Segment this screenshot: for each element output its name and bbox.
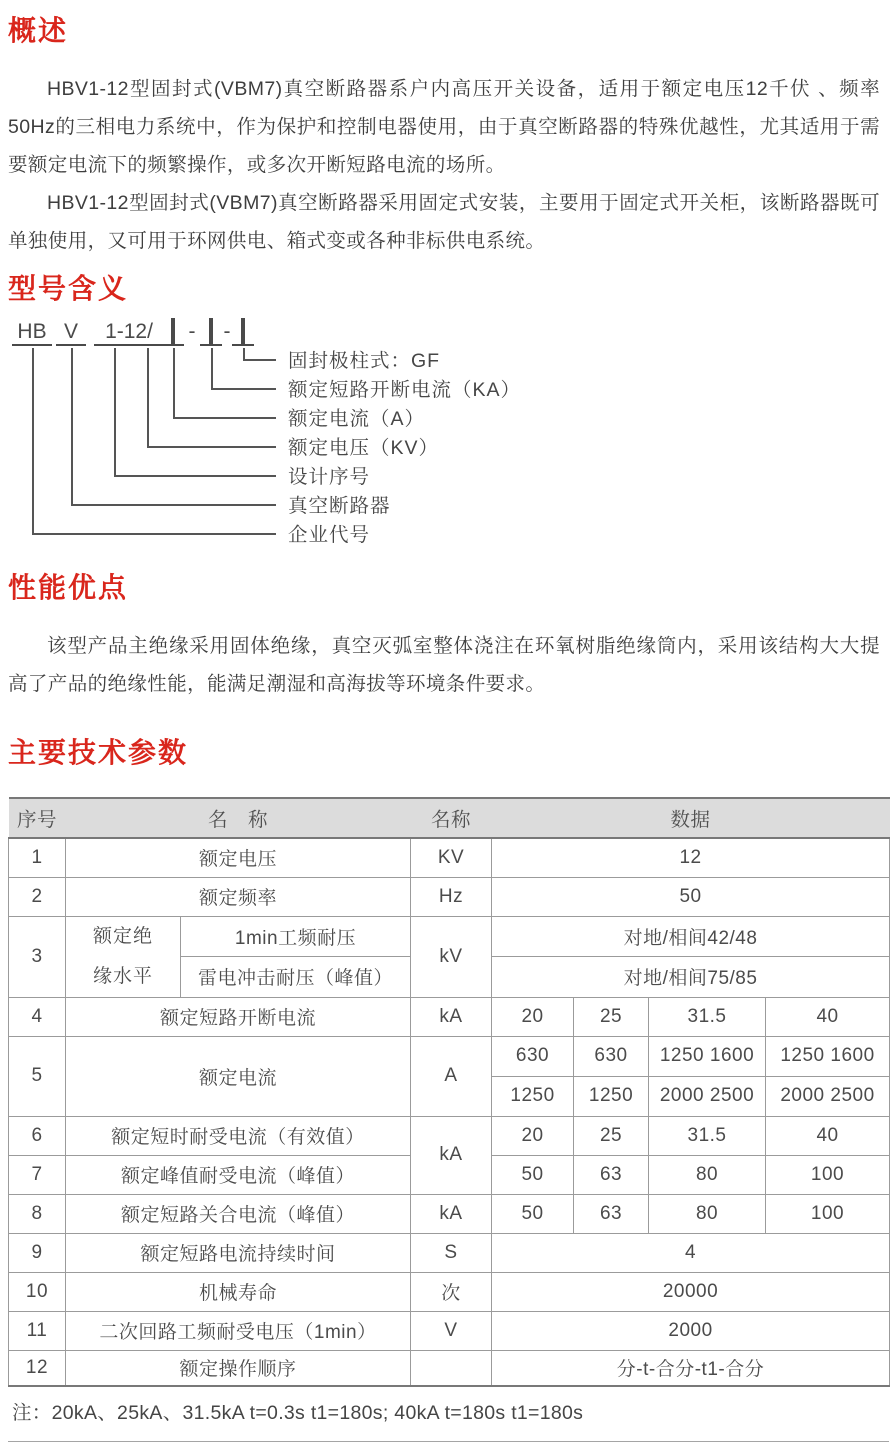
table-row <box>9 997 890 1036</box>
cell-value: 31.5 <box>649 997 766 1036</box>
cell-subname: 1min工频耐压 <box>181 916 411 957</box>
cell-no: 4 <box>9 997 66 1036</box>
cell-name: 二次回路工频耐受电压（1min） <box>66 1311 411 1350</box>
cell-value: 50 <box>492 1155 574 1194</box>
cell-value: 20000 <box>492 1272 890 1311</box>
cell-name: 额定短路电流持续时间 <box>66 1233 411 1272</box>
table-row <box>9 877 890 916</box>
cell-unit-empty <box>411 1350 492 1386</box>
table-row <box>9 838 890 877</box>
model-token-breaking-box <box>200 320 222 346</box>
spec-table <box>8 797 890 1387</box>
features-paragraph: 该型产品主绝缘采用固体绝缘，真空灭弧室整体浇注在环氧树脂绝缘筒内，采用该结构大大提高了产品的绝缘性能，能满足潮湿和高海拔等环境条件要求。 <box>8 635 880 695</box>
model-label-rated-voltage: 额定电压（KV） <box>288 437 440 459</box>
cell-value: 1250 <box>492 1076 574 1116</box>
cell-value: 2000 2500 <box>766 1076 890 1116</box>
cell-value: 31.5 <box>649 1116 766 1155</box>
cell-value: 40 <box>766 1116 890 1155</box>
cell-value: 4 <box>492 1233 890 1272</box>
table-row <box>9 1311 890 1350</box>
cell-value: 对地/相间75/85 <box>492 957 890 998</box>
cell-value: 630 <box>574 1036 649 1076</box>
cell-value: 2000 <box>492 1311 890 1350</box>
cell-no: 12 <box>9 1350 66 1386</box>
header-no: 序号 <box>9 798 66 838</box>
cell-value: 25 <box>574 1116 649 1155</box>
cell-name: 额定短时耐受电流（有效值） <box>66 1116 411 1155</box>
cell-no: 8 <box>9 1194 66 1233</box>
placeholder-box-icon <box>171 318 175 345</box>
cell-unit: kA <box>411 1194 492 1233</box>
cell-value: 1250 1600 <box>766 1036 890 1076</box>
cell-no: 6 <box>9 1116 66 1155</box>
cell-name: 额定操作顺序 <box>66 1350 411 1386</box>
cell-value: 100 <box>766 1194 890 1233</box>
cell-unit: kA <box>411 997 492 1036</box>
cell-value: 12 <box>492 838 890 877</box>
cell-value: 2000 2500 <box>649 1076 766 1116</box>
cell-value: 50 <box>492 877 890 916</box>
cell-name: 额定峰值耐受电流（峰值） <box>66 1155 411 1194</box>
model-token-separator-1: - <box>188 320 196 343</box>
header-unit: 名称 <box>411 798 492 838</box>
model-token-type: V <box>56 320 86 346</box>
table-row <box>9 916 890 957</box>
cell-unit: kA <box>411 1116 492 1194</box>
cell-unit: Hz <box>411 877 492 916</box>
cell-value: 80 <box>649 1194 766 1233</box>
cell-value: 1250 1600 <box>649 1036 766 1076</box>
table-row <box>9 1272 890 1311</box>
model-token-current-box <box>162 320 184 346</box>
placeholder-box-icon <box>209 318 213 345</box>
cell-name: 额定短路关合电流（峰值） <box>66 1194 411 1233</box>
table-row <box>9 1350 890 1386</box>
section-heading-overview: 概述 <box>8 15 69 46</box>
section-heading-features: 性能优点 <box>8 572 129 603</box>
table-row <box>9 1194 890 1233</box>
model-label-company-code: 企业代号 <box>288 524 371 546</box>
placeholder-box-icon <box>241 318 245 345</box>
model-label-pole-type: 固封极柱式：GF <box>288 350 441 372</box>
connector-line-company-code <box>32 348 276 535</box>
model-token-series: 1-12/ <box>94 320 164 346</box>
header-name: 名 称 <box>66 798 411 838</box>
cell-name: 额定短路开断电流 <box>66 997 411 1036</box>
table-row <box>9 1036 890 1076</box>
cell-value: 630 <box>492 1036 574 1076</box>
features-text <box>8 627 883 703</box>
table-header-row <box>9 798 890 838</box>
cell-subname: 雷电冲击耐压（峰值） <box>181 957 411 998</box>
cell-value: 20 <box>492 1116 574 1155</box>
cell-value: 25 <box>574 997 649 1036</box>
overview-text <box>8 70 883 260</box>
cell-no: 1 <box>9 838 66 877</box>
cell-value: 1250 <box>574 1076 649 1116</box>
model-label-design-serial: 设计序号 <box>288 466 371 488</box>
cell-unit: kV <box>411 916 492 997</box>
overview-paragraph-2: HBV1-12型固封式(VBM7)真空断路器采用固定式安装，主要用于固定式开关柜，该断路器既可单独使用，又可用于环网供电、箱式变或各种非标供电系统。 <box>8 192 880 252</box>
cell-no: 5 <box>9 1036 66 1116</box>
table-row <box>9 1116 890 1155</box>
section-heading-model: 型号含义 <box>8 273 129 304</box>
overview-paragraph-1: HBV1-12型固封式(VBM7)真空断路器系户内高压开关设备，适用于额定电压12千伏 、频率50Hz的三相电力系统中，作为保护和控制电器使用，由于真空断路器的特殊优越性，尤其适用于需要额定电流下的频繁操作，或多次开断短路电流的场所。 <box>8 78 880 176</box>
table-row <box>9 1233 890 1272</box>
cell-name: 额定电流 <box>66 1036 411 1116</box>
cell-unit: 次 <box>411 1272 492 1311</box>
cell-value: 63 <box>574 1194 649 1233</box>
model-code-diagram <box>8 320 883 555</box>
cell-unit: KV <box>411 838 492 877</box>
cell-unit: S <box>411 1233 492 1272</box>
cell-value: 50 <box>492 1194 574 1233</box>
header-data: 数据 <box>492 798 890 838</box>
cell-unit: V <box>411 1311 492 1350</box>
cell-value: 对地/相间42/48 <box>492 916 890 957</box>
model-label-vcb: 真空断路器 <box>288 495 391 517</box>
cell-name: 机械寿命 <box>66 1272 411 1311</box>
cell-no: 9 <box>9 1233 66 1272</box>
cell-name-group: 额定绝缘水平 <box>66 916 181 997</box>
cell-no: 2 <box>9 877 66 916</box>
cell-value: 分-t-合分-t1-合分 <box>492 1350 890 1386</box>
cell-value: 20 <box>492 997 574 1036</box>
cell-no: 3 <box>9 916 66 997</box>
cell-unit: A <box>411 1036 492 1116</box>
cell-no: 7 <box>9 1155 66 1194</box>
model-token-separator-2: - <box>223 320 231 343</box>
cell-value: 63 <box>574 1155 649 1194</box>
section-heading-specs: 主要技术参数 <box>8 737 189 768</box>
cell-value: 80 <box>649 1155 766 1194</box>
cell-value: 100 <box>766 1155 890 1194</box>
cell-name: 额定频率 <box>66 877 411 916</box>
cell-name: 额定电压 <box>66 838 411 877</box>
cell-no: 11 <box>9 1311 66 1350</box>
cell-value: 40 <box>766 997 890 1036</box>
table-footnote: 注：20kA、25kA、31.5kA t=0.3s t1=180s; 40kA t=180s t1=180s <box>8 1387 889 1442</box>
model-token-company: HB <box>12 320 52 346</box>
model-label-breaking-current: 额定短路开断电流（KA） <box>288 379 522 401</box>
cell-no: 10 <box>9 1272 66 1311</box>
model-label-rated-current: 额定电流（A） <box>288 408 426 430</box>
model-token-pole-box <box>232 320 254 346</box>
